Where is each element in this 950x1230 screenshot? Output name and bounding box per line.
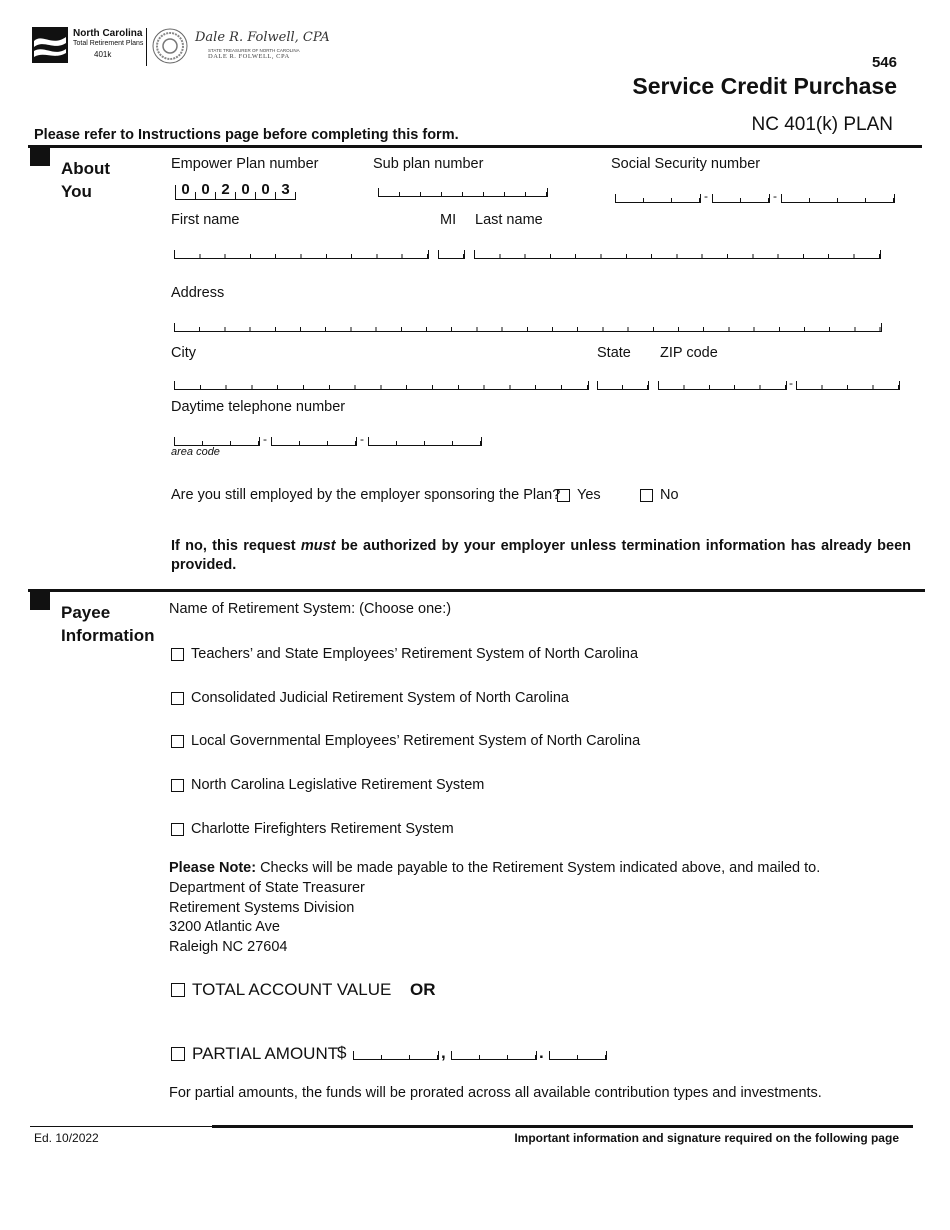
next-page-note: Important information and signature required on the following page bbox=[514, 1131, 899, 1145]
option-label: Consolidated Judicial Retirement System of North Carolina bbox=[191, 690, 569, 706]
address-field[interactable] bbox=[174, 323, 882, 332]
last-name-label: Last name bbox=[475, 212, 543, 228]
empower-digit: 0 bbox=[196, 192, 216, 199]
option-local-governmental[interactable] bbox=[171, 733, 640, 749]
subplan-number-field[interactable] bbox=[378, 188, 548, 197]
phone-label: Daytime telephone number bbox=[171, 399, 346, 415]
payee-section-title bbox=[61, 601, 155, 647]
partial-amount-label: PARTIAL AMOUNT bbox=[192, 1044, 339, 1063]
option-consolidated-judicial[interactable] bbox=[171, 690, 569, 706]
total-account-label: TOTAL ACCOUNT VALUE bbox=[192, 980, 392, 999]
zip-dash: - bbox=[789, 376, 793, 390]
note-text: Checks will be made payable to the Retirement System indicated above, and mailed to. bbox=[256, 860, 821, 876]
about-section-rule bbox=[28, 145, 922, 148]
option-charlotte-firefighters[interactable] bbox=[171, 821, 454, 837]
note-text: If no, this request bbox=[171, 538, 301, 554]
no-checkbox[interactable] bbox=[640, 489, 653, 502]
ssn-field-part1[interactable] bbox=[615, 194, 701, 203]
partial-amount-checkbox[interactable] bbox=[171, 1047, 185, 1061]
zip-label: ZIP code bbox=[660, 345, 718, 361]
employed-yes-option[interactable] bbox=[557, 487, 601, 503]
about-section-marker bbox=[30, 147, 50, 166]
state-field[interactable] bbox=[597, 381, 649, 390]
treasurer-name-caption: DALE R. FOLWELL, CPA bbox=[208, 53, 290, 60]
partial-cents-field[interactable] bbox=[549, 1051, 607, 1060]
about-section-title bbox=[61, 157, 110, 203]
treasurer-caption: STATE TREASURER OF NORTH CAROLINA bbox=[208, 48, 300, 53]
phone-dash: - bbox=[263, 432, 267, 446]
address-line: Raleigh NC 27604 bbox=[169, 939, 288, 956]
payee-section-marker bbox=[30, 591, 50, 610]
empower-digit: 0 bbox=[236, 192, 256, 199]
treasurer-signature: Dale R. Folwell, CPA bbox=[195, 30, 330, 45]
plan-name: NC 401(k) PLAN bbox=[751, 114, 893, 135]
total-account-checkbox[interactable] bbox=[171, 983, 185, 997]
mailing-note bbox=[169, 859, 820, 958]
treasurer-seal-icon bbox=[152, 28, 188, 64]
wave-logo-icon bbox=[32, 27, 68, 63]
empower-digit: 3 bbox=[276, 192, 296, 199]
termination-note bbox=[171, 537, 911, 575]
phone-line-field[interactable] bbox=[368, 437, 482, 446]
form-number: 546 bbox=[871, 54, 897, 71]
option-legislative[interactable] bbox=[171, 777, 484, 793]
yes-label: Yes bbox=[577, 487, 601, 503]
empower-digit: 0 bbox=[176, 192, 196, 199]
total-account-option[interactable] bbox=[171, 980, 391, 1000]
empower-plan-label: Empower Plan number bbox=[171, 156, 319, 172]
first-name-field[interactable] bbox=[174, 250, 429, 259]
phone-dash: - bbox=[360, 432, 364, 446]
zip-field[interactable] bbox=[658, 381, 787, 390]
payee-title-line2: Information bbox=[61, 626, 155, 645]
no-label: No bbox=[660, 487, 679, 503]
employed-no-option[interactable] bbox=[640, 487, 679, 503]
area-code-caption: area code bbox=[171, 446, 220, 458]
city-field[interactable] bbox=[174, 381, 589, 390]
option-label: Charlotte Firefighters Retirement System bbox=[191, 821, 454, 837]
area-code-field[interactable] bbox=[174, 437, 260, 446]
option-label: Local Governmental Employees’ Retirement System of North Carolina bbox=[191, 733, 641, 749]
mi-label: MI bbox=[440, 212, 457, 228]
note-text: be authorized by your employer unless termination information has already been provided. bbox=[171, 538, 911, 573]
about-title-line1: About bbox=[61, 159, 111, 178]
option-checkbox[interactable] bbox=[171, 648, 184, 661]
ssn-dash: - bbox=[773, 189, 777, 203]
mailing-note-line bbox=[169, 859, 820, 879]
subplan-label: Sub plan number bbox=[373, 156, 484, 172]
mi-field[interactable] bbox=[438, 250, 465, 259]
empower-digit: 2 bbox=[216, 192, 236, 199]
address-line: Department of State Treasurer bbox=[169, 879, 365, 896]
nc-total-retirement-logo bbox=[32, 27, 142, 65]
ssn-field-part2[interactable] bbox=[712, 194, 770, 203]
zip-plus4-field[interactable] bbox=[796, 381, 900, 390]
decimal-separator: . bbox=[539, 1043, 544, 1062]
form-title: Service Credit Purchase bbox=[632, 73, 897, 99]
partial-units-field[interactable] bbox=[451, 1051, 537, 1060]
option-teachers-state[interactable] bbox=[171, 646, 638, 662]
city-label: City bbox=[171, 345, 196, 361]
phone-prefix-field[interactable] bbox=[271, 437, 357, 446]
empower-plan-number bbox=[175, 181, 296, 200]
logo-plan: 401k bbox=[94, 50, 112, 59]
address-line: Retirement Systems Division bbox=[169, 899, 355, 916]
option-label: North Carolina Legislative Retirement System bbox=[191, 777, 485, 793]
note-emphasis: must bbox=[300, 538, 336, 554]
or-label: OR bbox=[410, 980, 436, 999]
partial-amount-option[interactable] bbox=[171, 1044, 338, 1064]
retirement-system-label: Name of Retirement System: (Choose one:) bbox=[169, 601, 452, 617]
note-bold: Please Note: bbox=[169, 860, 257, 876]
option-checkbox[interactable] bbox=[171, 779, 184, 792]
last-name-field[interactable] bbox=[474, 250, 881, 259]
state-label: State bbox=[597, 345, 631, 361]
ssn-label: Social Security number bbox=[611, 156, 761, 172]
instructions-note: Please refer to Instructions page before completing this form. bbox=[34, 127, 459, 143]
employed-question: Are you still employed by the employer sponsoring the Plan? bbox=[171, 487, 561, 503]
partial-amount-note: For partial amounts, the funds will be prorated across all available contribution types and investments. bbox=[169, 1085, 822, 1101]
option-checkbox[interactable] bbox=[171, 823, 184, 836]
option-checkbox[interactable] bbox=[171, 692, 184, 705]
footer-rule-thin bbox=[30, 1126, 212, 1127]
logo-subtitle: Total Retirement Plans bbox=[73, 40, 144, 47]
option-checkbox[interactable] bbox=[171, 735, 184, 748]
first-name-label: First name bbox=[171, 212, 240, 228]
edition-date: Ed. 10/2022 bbox=[34, 1131, 99, 1145]
footer-rule bbox=[212, 1125, 913, 1128]
address-label: Address bbox=[171, 285, 225, 301]
ssn-field-part3[interactable] bbox=[781, 194, 895, 203]
comma-separator: , bbox=[441, 1043, 446, 1062]
ssn-dash: - bbox=[704, 189, 708, 203]
address-line: 3200 Atlantic Ave bbox=[169, 919, 280, 936]
partial-thousands-field[interactable] bbox=[353, 1051, 439, 1060]
dollar-sign: $ bbox=[337, 1043, 347, 1062]
payee-title-line1: Payee bbox=[61, 603, 111, 622]
about-title-line2: You bbox=[61, 182, 92, 201]
logo-title: North Carolina bbox=[73, 28, 143, 39]
option-label: Teachers’ and State Employees’ Retirement System of North Carolina bbox=[191, 646, 639, 662]
logo-divider bbox=[146, 28, 147, 66]
yes-checkbox[interactable] bbox=[557, 489, 570, 502]
payee-section-rule bbox=[28, 589, 925, 592]
empower-digit: 0 bbox=[256, 192, 276, 199]
